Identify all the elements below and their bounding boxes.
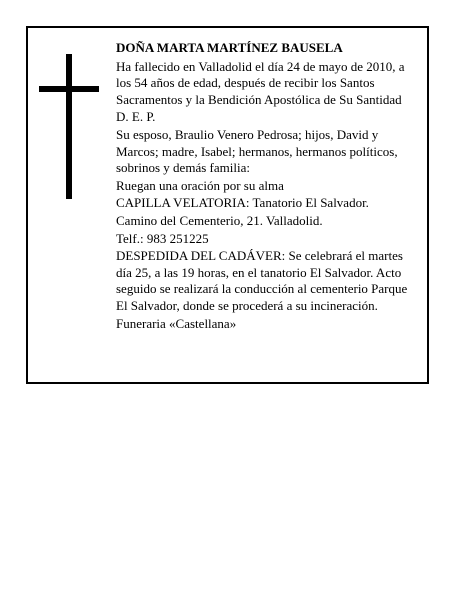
farewell-details: DESPEDIDA DEL CADÁVER: Se celebrará el martes día 25, a las 19 horas, en el tanatorio El Salvador. Acto seguido se realizará la conducción al cementerio Parque El Salvador, donde se procederá a su incineración.: [116, 248, 408, 313]
death-announcement: Ha fallecido en Valladolid el día 24 de mayo de 2010, a los 54 años de edad, después de recibir los Santos Sacramentos y la Bendición Apostólica de Su Santidad: [116, 58, 405, 107]
deceased-name: DOÑA MARTA MARTÍNEZ BAUSELA: [116, 40, 343, 55]
funeral-home: Funeraria «Castellana»: [116, 315, 237, 331]
phone-number: Telf.: 983 251225: [116, 230, 209, 246]
rip-line: D. E. P.: [116, 109, 156, 125]
chapel-address: Camino del Cementerio, 21. Valladolid.: [116, 212, 323, 228]
latin-cross-icon: [39, 54, 99, 199]
obituary-notice: [26, 26, 429, 384]
family-list: Su esposo, Braulio Venero Pedrosa; hijos, David y Marcos; madre, Isabel; hermanos, hermanos políticos, sobrinos y demás familia:: [116, 126, 398, 176]
chapel-line: CAPILLA VELATORIA: Tanatorio El Salvador.: [116, 195, 369, 211]
cross-horizontal-bar: [39, 86, 99, 92]
cross-vertical-bar: [66, 54, 72, 199]
prayer-request: Ruegan una oración por su alma: [116, 177, 284, 193]
notice-text: [116, 40, 422, 333]
